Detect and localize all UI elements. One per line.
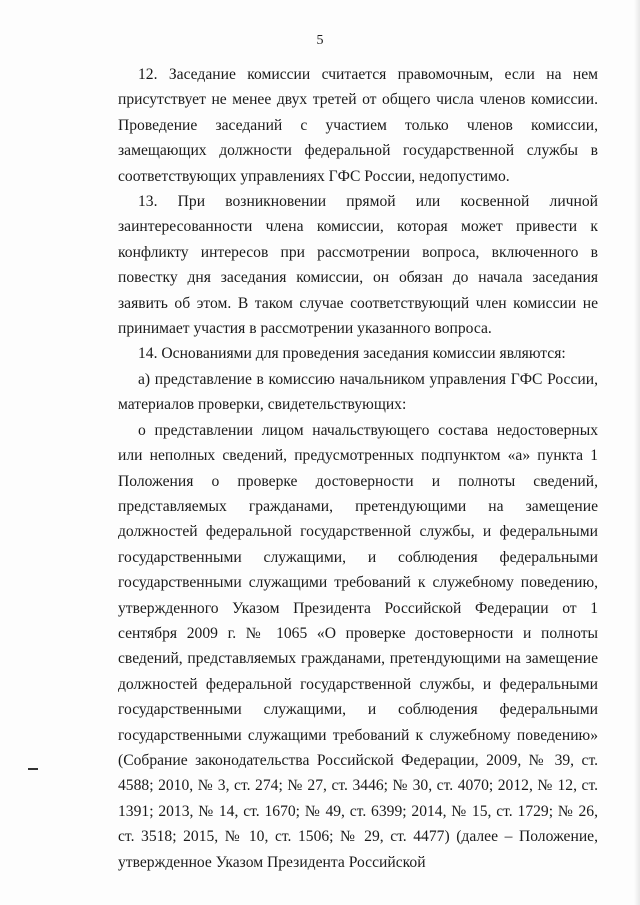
page-number: 5	[316, 33, 324, 48]
paragraph-14: 14. Основаниями для проведения заседания комиссии являются:	[138, 345, 566, 363]
document-body	[118, 62, 598, 875]
margin-dash-mark	[28, 768, 38, 770]
page-edge-shadow	[634, 0, 640, 905]
paragraph-13: 13. При возникновении прямой или косвенной личной заинтересованности члена комиссии, которая может привести к конфликту интересов при рассмотрении вопроса, включенного в повестку дня заседания комиссии, он обязан до начала заседания заявить об этом. В таком случае соответствующий член комиссии не принимает участия в рассмотрении указанного вопроса.	[118, 193, 598, 338]
paragraph-14a-item: о представлении лицом начальствующего состава недостоверных или неполных сведений, предусмотренных подпунктом «а» пункта 1 Положения о проверке достоверности и полноты сведений, представляемых гражданами, претендующими на замещение должностей федеральной государственной службы, и федеральными государственными служащими, и соблюдения федеральными государственными служащими требований к служебному поведению, утвержденного Указом Президента Российской Федерации от 1 сентября 2009 г. № 1065 «О проверке достоверности и полноты сведений, представляемых гражданами, претендующими на замещение должностей федеральной государственной службы, и федеральными государственными служащими, и соблюдения федеральными государственными служащими требований к служебному поведению» (Собрание законодательства Российской Федерации, 2009, № 39, ст. 4588; 2010, № 3, ст. 274; № 27, ст. 3446; № 30, ст. 4070; 2012, № 12, ст. 1391; 2013, № 14, ст. 1670; № 49, ст. 6399; 2014, № 15, ст. 1729; № 26, ст. 3518; 2015, № 10, ст. 1506; № 29, ст. 4477) (далее – Положение, утвержденное Указом Президента Российской	[118, 421, 598, 871]
paragraph-12: 12. Заседание комиссии считается правомочным, если на нем присутствует не менее двух третей от общего числа членов комиссии. Проведение заседаний с участием только членов комиссии, замещающих должности федеральной государственной службы в соответствующих управлениях ГФС России, недопустимо.	[118, 66, 598, 185]
paragraph-14a: а) представление в комиссию начальником управления ГФС России, материалов проверки, свидетельствующих:	[118, 370, 598, 414]
